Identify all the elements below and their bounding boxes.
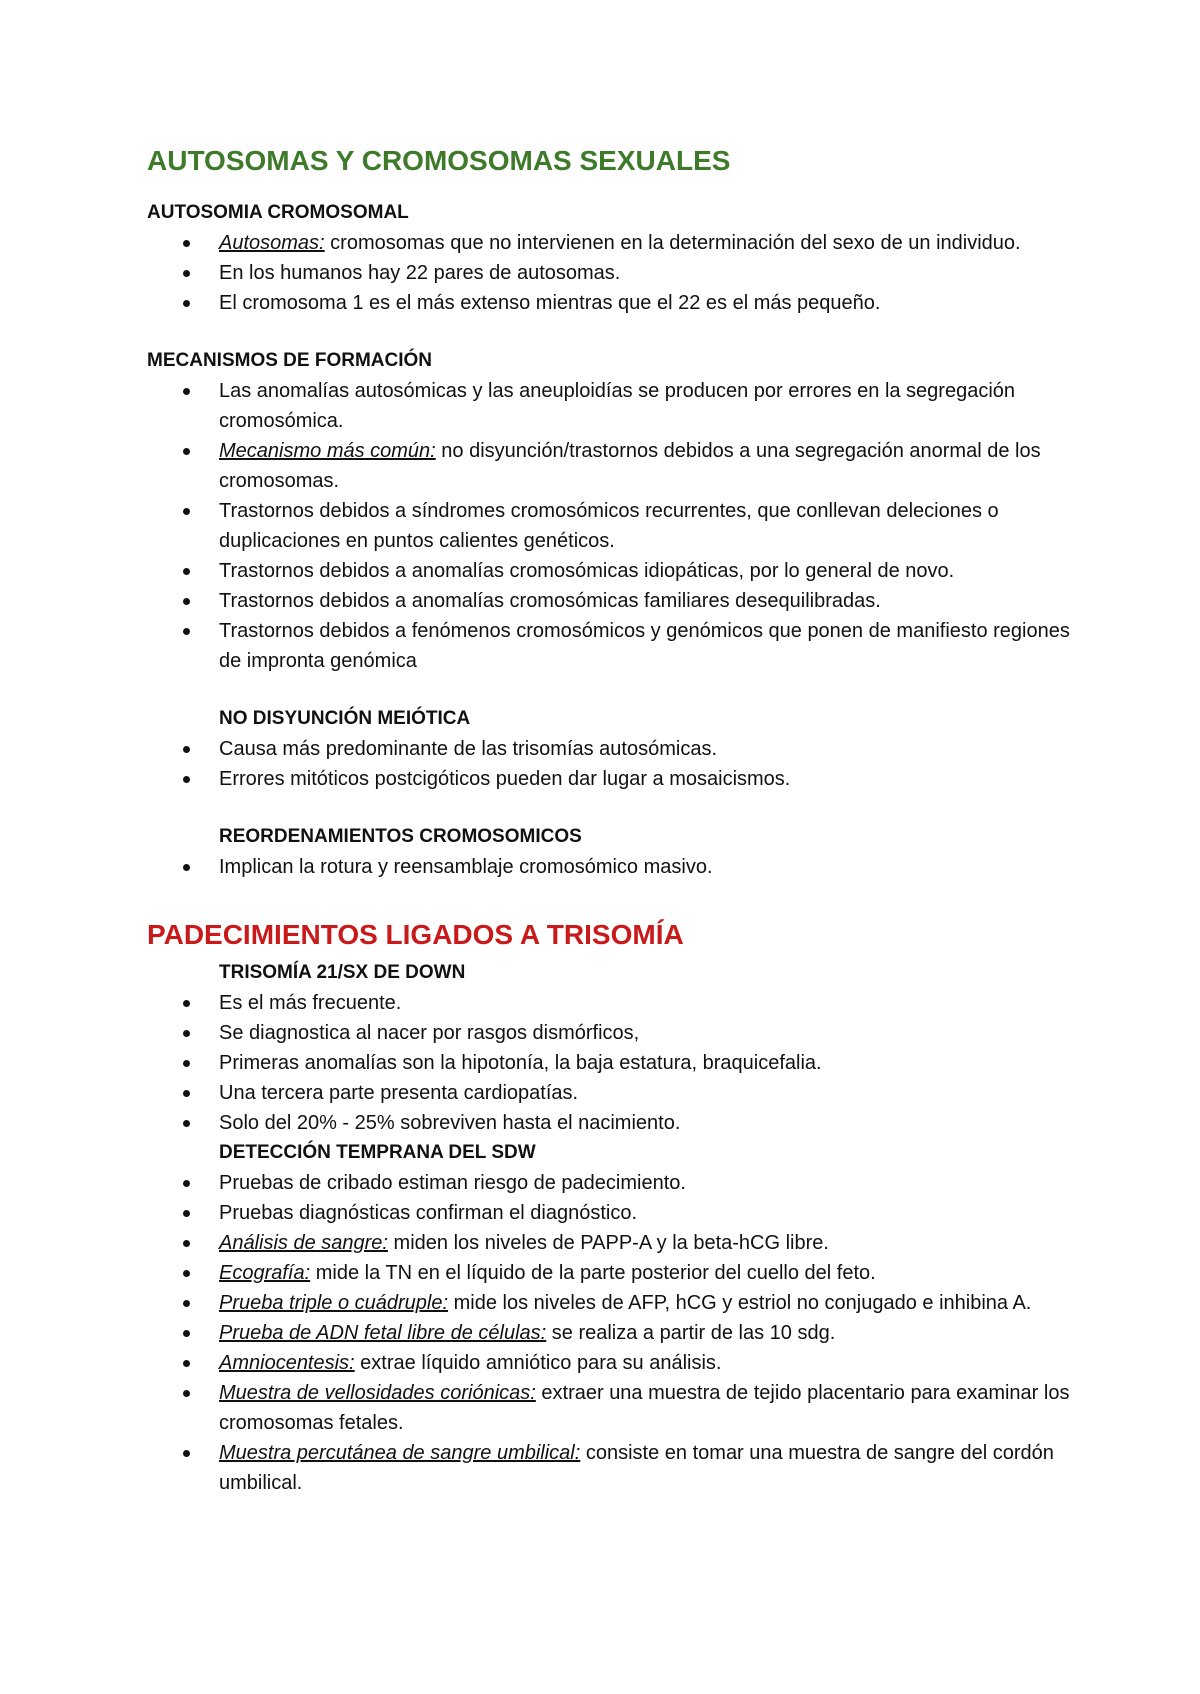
list-item-text: En los humanos hay 22 pares de autosomas. — [219, 262, 621, 284]
list-item-text: mide la TN en el líquido de la parte posterior del cuello del feto. — [310, 1262, 876, 1284]
bullet-icon — [183, 1180, 190, 1187]
bullet-icon — [183, 1330, 190, 1337]
bullet-icon — [183, 1090, 190, 1097]
list-item-term: Autosomas: — [219, 232, 325, 254]
bullet-icon — [183, 508, 190, 515]
list-item — [147, 988, 1077, 1018]
list-item-term: Prueba de ADN fetal libre de células: — [219, 1322, 547, 1344]
list-item — [147, 1048, 1077, 1078]
list-item-text: extraer una muestra de tejido placentario para examinar los cromosomas fetales. — [219, 1382, 1070, 1434]
list-item-text: no disyunción/trastornos debidos a una segregación anormal de los cromosomas. — [219, 440, 1041, 492]
bullet-icon — [183, 1120, 190, 1127]
bullet-icon — [183, 388, 190, 395]
list-item — [147, 556, 1077, 586]
document-content — [147, 138, 1077, 1498]
list-trisomia21 — [147, 988, 1077, 1138]
list-item — [147, 1168, 1077, 1198]
list-item-text: miden los niveles de PAPP-A y la beta-hCG libre. — [387, 1232, 829, 1254]
heading-trisomia21: TRISOMÍA 21/SX DE DOWN — [219, 962, 466, 983]
bullet-icon — [183, 568, 190, 575]
list-item-text: cromosomas que no intervienen en la determinación del sexo de un individuo. — [324, 232, 1021, 254]
bullet-icon — [183, 1390, 190, 1397]
list-item — [147, 1198, 1077, 1228]
list-item — [147, 1288, 1077, 1318]
bullet-icon — [183, 1240, 190, 1247]
heading-mecanismos: MECANISMOS DE FORMACIÓN — [147, 350, 432, 371]
list-autosomia — [147, 228, 1077, 318]
list-item — [147, 1378, 1077, 1438]
list-item-text: Una tercera parte presenta cardiopatías. — [219, 1082, 579, 1104]
list-item — [147, 586, 1077, 616]
list-item — [147, 734, 1077, 764]
list-item — [147, 288, 1077, 318]
list-item-text: Se diagnostica al nacer por rasgos dismórficos, — [219, 1022, 640, 1044]
bullet-icon — [183, 598, 190, 605]
list-item-text: Primeras anomalías son la hipotonía, la baja estatura, braquicefalia. — [219, 1052, 822, 1074]
list-item — [147, 496, 1077, 556]
bullet-icon — [183, 1000, 190, 1007]
bullet-icon — [183, 1270, 190, 1277]
list-item-term: Muestra percutánea de sangre umbilical: — [219, 1442, 581, 1464]
bullet-icon — [183, 1300, 190, 1307]
list-item — [147, 258, 1077, 288]
list-item — [147, 852, 1077, 882]
heading-no-disyuncion: NO DISYUNCIÓN MEIÓTICA — [219, 708, 471, 729]
bullet-icon — [183, 448, 190, 455]
list-item-text: Trastornos debidos a síndromes cromosómicos recurrentes, que conllevan deleciones o duplicaciones en puntos calientes genéticos. — [219, 500, 999, 552]
list-item-text: Errores mitóticos postcigóticos pueden dar lugar a mosaicismos. — [219, 768, 791, 790]
list-reordenamientos — [147, 852, 1077, 882]
list-deteccion — [147, 1168, 1077, 1498]
list-mecanismos — [147, 376, 1077, 676]
bullet-icon — [183, 1030, 190, 1037]
heading-reordenamientos: REORDENAMIENTOS CROMOSOMICOS — [219, 826, 582, 847]
list-item-text: Trastornos debidos a anomalías cromosómicas idiopáticas, por lo general de novo. — [219, 560, 955, 582]
list-item-text: Las anomalías autosómicas y las aneuploidías se producen por errores en la segregación cromosómica. — [219, 380, 1016, 432]
list-item — [147, 1078, 1077, 1108]
bullet-icon — [183, 300, 190, 307]
list-item-text: extrae líquido amniótico para su análisis. — [354, 1352, 722, 1374]
list-item — [147, 1348, 1077, 1378]
bullet-icon — [183, 1450, 190, 1457]
list-item-text: se realiza a partir de las 10 sdg. — [546, 1322, 836, 1344]
list-item — [147, 1228, 1077, 1258]
list-item-text: Causa más predominante de las trisomías autosómicas. — [219, 738, 718, 760]
list-item — [147, 1318, 1077, 1348]
list-item-text: Solo del 20% - 25% sobreviven hasta el nacimiento. — [219, 1112, 681, 1134]
bullet-icon — [183, 1210, 190, 1217]
list-item — [147, 228, 1077, 258]
bullet-icon — [183, 1360, 190, 1367]
title-padecimientos: PADECIMIENTOS LIGADOS A TRISOMÍA — [147, 919, 684, 950]
list-item — [147, 1108, 1077, 1138]
list-item-term: Muestra de vellosidades coriónicas: — [219, 1382, 536, 1404]
list-item-term: Mecanismo más común: — [219, 440, 436, 462]
list-item-term: Amniocentesis: — [219, 1352, 355, 1374]
heading-deteccion: DETECCIÓN TEMPRANA DEL SDW — [219, 1142, 536, 1163]
list-item — [147, 1018, 1077, 1048]
bullet-icon — [183, 270, 190, 277]
list-item — [147, 376, 1077, 436]
list-item-term: Ecografía: — [219, 1262, 311, 1284]
bullet-icon — [183, 746, 190, 753]
bullet-icon — [183, 776, 190, 783]
list-item-text: Pruebas de cribado estiman riesgo de padecimiento. — [219, 1172, 686, 1194]
title-autosomas: AUTOSOMAS Y CROMOSOMAS SEXUALES — [147, 145, 731, 176]
list-item — [147, 764, 1077, 794]
list-item-term: Prueba triple o cuádruple: — [219, 1292, 449, 1314]
list-item-text: Pruebas diagnósticas confirman el diagnóstico. — [219, 1202, 638, 1224]
list-item-text: Es el más frecuente. — [219, 992, 402, 1014]
bullet-icon — [183, 628, 190, 635]
list-item — [147, 436, 1077, 496]
list-item-text: mide los niveles de AFP, hCG y estriol no conjugado e inhibina A. — [448, 1292, 1032, 1314]
list-item-text: El cromosoma 1 es el más extenso mientras que el 22 es el más pequeño. — [219, 292, 881, 314]
bullet-icon — [183, 240, 190, 247]
bullet-icon — [183, 864, 190, 871]
bullet-icon — [183, 1060, 190, 1067]
heading-autosomia: AUTOSOMIA CROMOSOMAL — [147, 202, 409, 223]
list-item-term: Análisis de sangre: — [219, 1232, 388, 1254]
list-item-text: Implican la rotura y reensamblaje cromosómico masivo. — [219, 856, 713, 878]
list-item — [147, 616, 1077, 676]
list-item — [147, 1438, 1077, 1498]
list-item-text: Trastornos debidos a fenómenos cromosómicos y genómicos que ponen de manifiesto regiones de impronta genómica — [219, 620, 1070, 672]
list-item-text: consiste en tomar una muestra de sangre del cordón umbilical. — [219, 1442, 1054, 1494]
list-no-disyuncion — [147, 734, 1077, 794]
list-item-text: Trastornos debidos a anomalías cromosómicas familiares desequilibradas. — [219, 590, 881, 612]
list-item — [147, 1258, 1077, 1288]
